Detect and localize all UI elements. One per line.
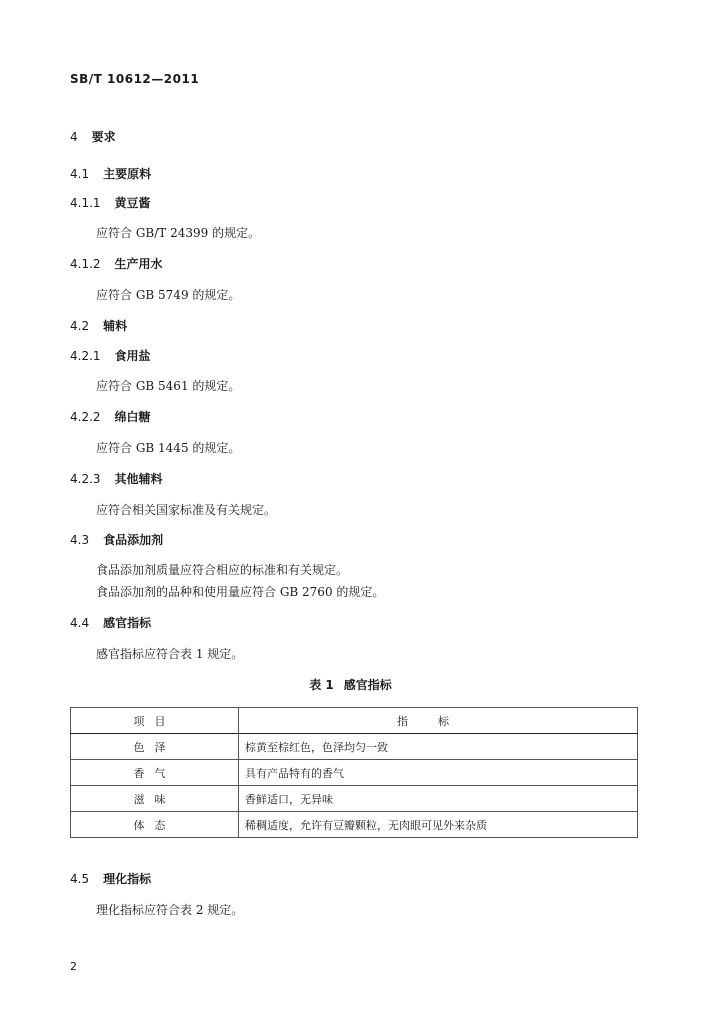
section-heading-4-5: [70, 870, 151, 887]
section-title: 绵白糖: [114, 410, 151, 424]
section-number: 4.2.1: [70, 349, 101, 363]
paragraph-4-2-3: 应符合相关国家标准及有关规定。: [96, 503, 277, 517]
section-number: 4.4: [70, 616, 90, 630]
header-index: 指标: [239, 708, 638, 734]
section-number: 4.3: [70, 533, 90, 547]
sensory-index-table: [70, 707, 638, 838]
section-title: 黄豆酱: [114, 196, 151, 210]
section-title: 主要原料: [103, 167, 152, 181]
table-row: [71, 760, 638, 786]
paragraph-4-2-2: 应符合 GB 1445 的规定。: [96, 441, 241, 455]
paragraph-4-2-1: 应符合 GB 5461 的规定。: [96, 379, 241, 393]
section-heading-4-1-2: [70, 255, 163, 272]
paragraph-4-1-1: 应符合 GB/T 24399 的规定。: [96, 226, 261, 240]
table-row: [71, 734, 638, 760]
section-number: 4.1.2: [70, 257, 101, 271]
paragraph-4-3-b: 食品添加剂的品种和使用量应符合 GB 2760 的规定。: [96, 585, 385, 599]
section-title: 要求: [91, 130, 116, 144]
section-number: 4.2.2: [70, 410, 101, 424]
page-number: 2: [70, 960, 77, 973]
section-title: 其他辅料: [114, 472, 163, 486]
paragraph-4-5: 理化指标应符合表 2 规定。: [96, 903, 244, 917]
section-title: 食品添加剂: [103, 533, 164, 547]
section-heading-4-4: [70, 614, 151, 631]
section-title: 感官指标: [103, 616, 152, 630]
table-title: 感官指标: [343, 678, 392, 692]
table-number: 表 1: [309, 678, 334, 692]
section-heading-4-3: [70, 531, 163, 548]
section-number: 4.1.1: [70, 196, 101, 210]
table-caption: [0, 676, 701, 693]
section-number: 4.2.3: [70, 472, 101, 486]
table-row: [71, 812, 638, 838]
section-heading-4-2-2: [70, 408, 151, 425]
cell-index: 具有产品特有的香气: [239, 760, 638, 786]
table-row: [71, 786, 638, 812]
cell-index: 稀稠适度，允许有豆瓣颗粒，无肉眼可见外来杂质: [239, 812, 638, 838]
cell-index: 香鲜适口，无异味: [239, 786, 638, 812]
section-title: 理化指标: [103, 872, 152, 886]
paragraph-4-3-a: 食品添加剂质量应符合相应的标准和有关规定。: [96, 563, 349, 577]
section-heading-4-1: [70, 165, 151, 182]
section-heading-4-2-3: [70, 470, 163, 487]
section-heading-4-2-1: [70, 347, 151, 364]
paragraph-4-1-2: 应符合 GB 5749 的规定。: [96, 288, 241, 302]
section-number: 4: [70, 130, 78, 144]
standard-code: SB/T 10612—2011: [70, 72, 200, 86]
cell-item: 色泽: [71, 734, 239, 760]
cell-index: 棕黄至棕红色，色泽均匀一致: [239, 734, 638, 760]
section-title: 食用盐: [114, 349, 151, 363]
section-number: 4.2: [70, 319, 90, 333]
section-title: 辅料: [103, 319, 128, 333]
cell-item: 体态: [71, 812, 239, 838]
cell-item: 滋味: [71, 786, 239, 812]
cell-item: 香气: [71, 760, 239, 786]
section-title: 生产用水: [114, 257, 163, 271]
section-number: 4.1: [70, 167, 90, 181]
paragraph-4-4: 感官指标应符合表 1 规定。: [96, 647, 244, 661]
section-heading-4-1-1: [70, 194, 151, 211]
section-number: 4.5: [70, 872, 90, 886]
section-heading-4-2: [70, 317, 127, 334]
section-heading-4: [70, 128, 116, 145]
header-item: 项目: [71, 708, 239, 734]
table-header-row: [71, 708, 638, 734]
